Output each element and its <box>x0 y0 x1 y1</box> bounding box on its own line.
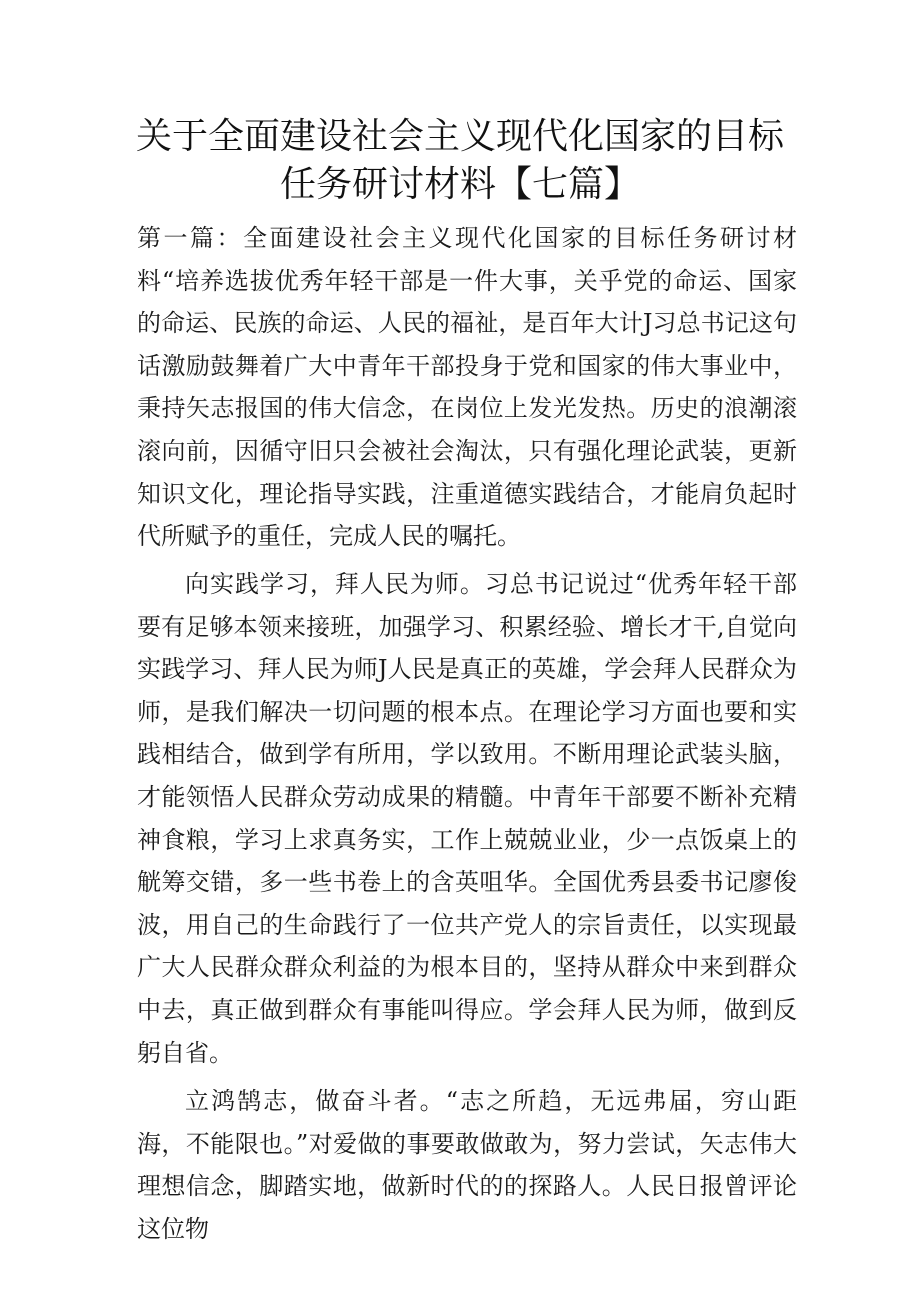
paragraph-1: 第一篇：全面建设社会主义现代化国家的目标任务研讨材料“培养选拔优秀年轻干部是一件大事，关乎党的命运、国家的命运、民族的命运、人民的福祉，是百年大计J习总书记这句话激励鼓舞着广大中青年干部投身于党和国家的伟大事业中，秉持矢志报国的伟大信念，在岗位上发光发热。历史的浪潮滚滚向前，因循守旧只会被社会淘汰，只有强化理论武装，更新知识文化，理论指导实践，注重道德实践结合，才能肩负起时代所赋予的重任，完成人民的嘱托。 <box>137 224 797 551</box>
document-title-line-1: 关于全面建设社会主义现代化国家的目标 <box>135 116 784 157</box>
paragraph-2: 向实践学习，拜人民为师。习总书记说过“优秀年轻干部要有足够本领来接班，加强学习、积累经验、增长才干,自觉向实践学习、拜人民为师J人民是真正的英雄，学会拜人民群众为师，是我们解决一切问题的根本点。在理论学习方面也要和实践相结合，做到学有所用，学以致用。不断用理论武装头脑，才能领悟人民群众劳动成果的精髓。中青年干部要不断补充精神食粮，学习上求真务实，工作上兢兢业业，少一点饭桌上的觥筹交错，多一些书卷上的含英咀华。全国优秀县委书记廖俊波，用自己的生命践行了一位共产党人的宗旨责任，以实现最广大人民群众群众利益的为根本目的，坚持从群众中来到群众中去，真正做到群众有事能叫得应。学会拜人民为师，做到反躬自省。 <box>137 570 797 1067</box>
paragraph-3: 立鸿鹄志，做奋斗者。“志之所趋，无远弗届，穷山距海，不能限也。”对爱做的事要敢做敢为，努力尝试，矢志伟大理想信念，脚踏实地，做新时代的的探路人。人民日报曾评论这位物 <box>137 1087 797 1243</box>
document-title-line-2: 任务研讨材料【七篇】 <box>279 164 640 205</box>
